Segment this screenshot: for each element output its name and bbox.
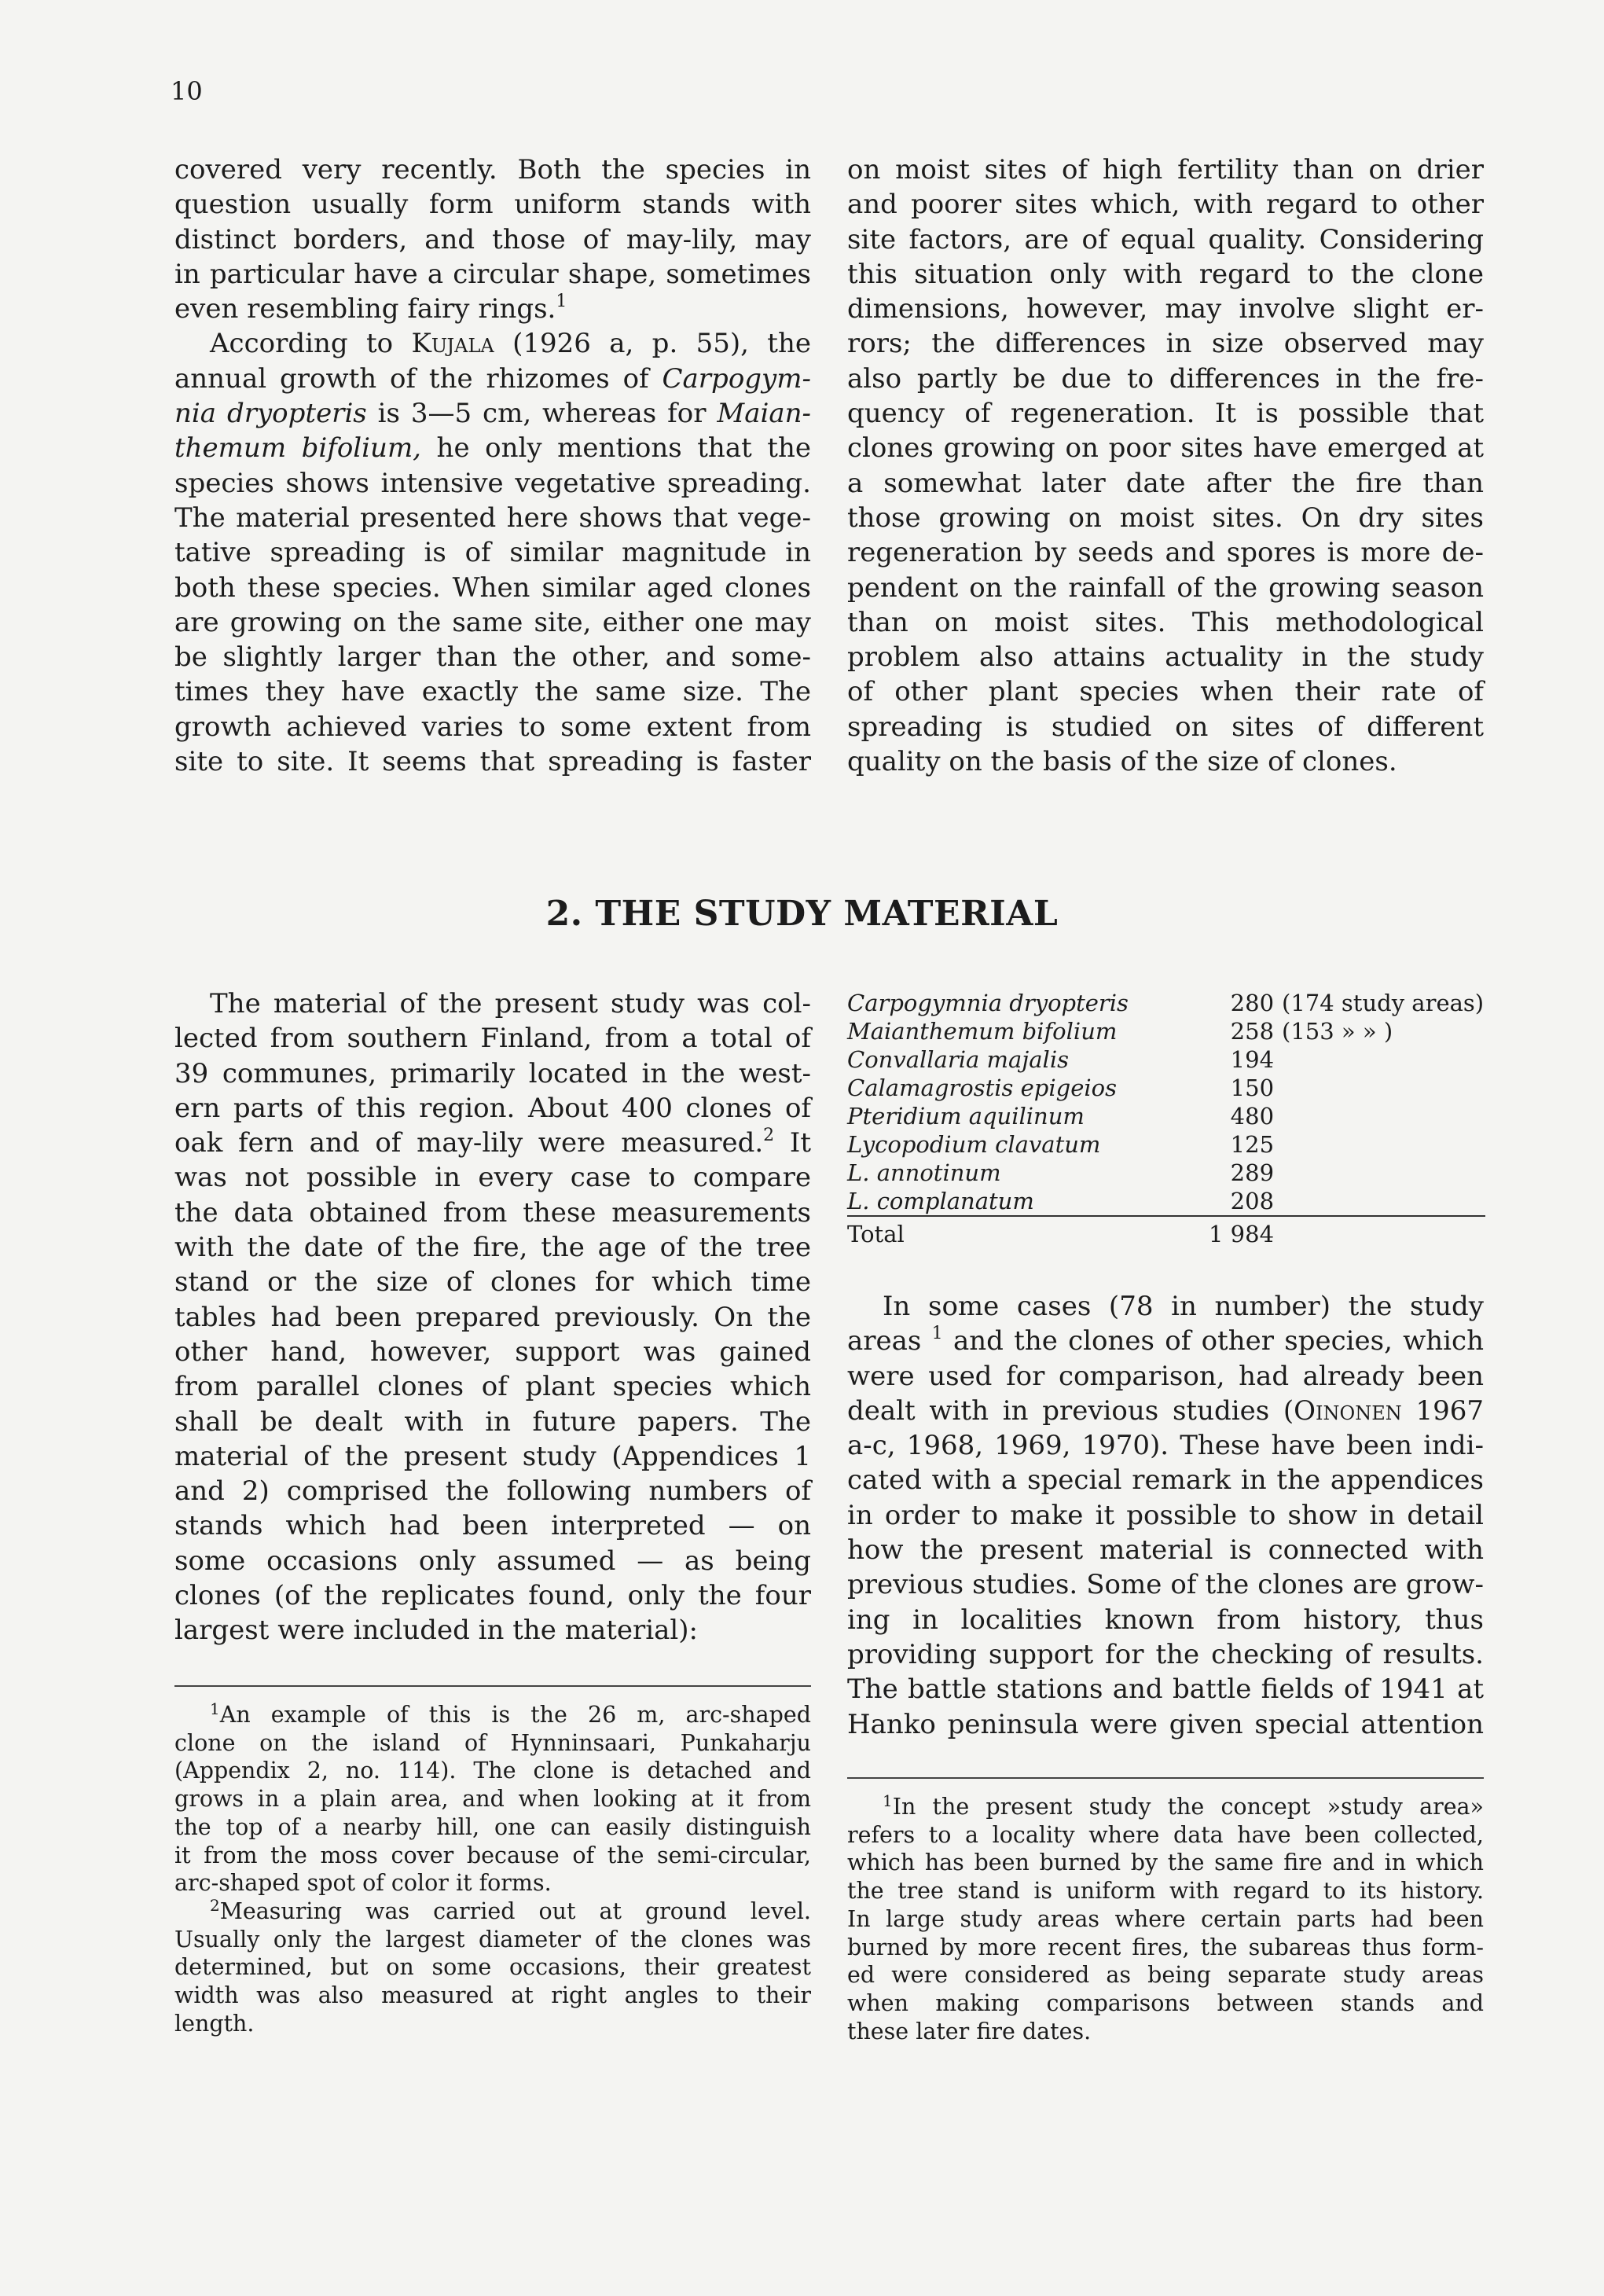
species-table: [847, 989, 1485, 1248]
text-line: when making comparisons between stands and: [847, 1989, 1484, 2016]
species-name-cell: Calamagrostis epigeios: [847, 1075, 1117, 1101]
table-row: [847, 1159, 1485, 1187]
footnote-marker: 2: [763, 1126, 775, 1146]
text-line: In large study areas where certain parts had been: [847, 1905, 1484, 1932]
text-line: this situation only with regard to the clone: [847, 258, 1484, 290]
paragraph-study-material: [174, 986, 811, 1648]
left-column-bottom: [174, 986, 811, 1648]
text-line: spreading is studied on sites of different: [847, 711, 1484, 743]
empty-cell: [1282, 1216, 1485, 1248]
species-name-cell: Carpogymnia dryopteris: [847, 990, 1129, 1016]
text-line: grows in a plain area, and when looking at it from: [174, 1786, 811, 1813]
text-line: Usually only the largest diameter of the clones was: [174, 1926, 811, 1953]
text-line: site factors, are of equal quality. Considering: [847, 223, 1484, 255]
table-row: [847, 1045, 1485, 1074]
species-name-cell: Pteridium aquilinum: [847, 1103, 1085, 1130]
footnote-marker: 1: [883, 1791, 893, 1810]
count-cell: 194: [1230, 1046, 1275, 1073]
footnote-marker: 1: [210, 1699, 220, 1718]
text-line: quency of regeneration. It is possible that: [847, 398, 1484, 430]
text-line: In some cases (78 in number) the study: [883, 1291, 1484, 1322]
species-name: Maian-: [717, 398, 811, 430]
species-name-cell: Lycopodium clavatum: [847, 1131, 1101, 1158]
table-row: [847, 1017, 1485, 1045]
text-line: both these species. When similar aged clones: [174, 571, 811, 604]
note-cell: [1282, 1045, 1485, 1074]
note-cell: (153 » » ): [1282, 1018, 1393, 1045]
text-line: providing support for the checking of results.: [847, 1638, 1484, 1670]
text-line: the top of a nearby hill, one can easily distinguish: [174, 1813, 811, 1840]
text-line: how the present material is connected with: [847, 1534, 1484, 1567]
species-name: nia dryopteris: [174, 398, 367, 430]
text-line: are growing on the same site, either one may: [174, 606, 811, 638]
text-line: of other plant species when their rate of: [847, 676, 1484, 708]
text-line: quality on the basis of the size of clones.: [847, 746, 1397, 778]
count-cell: 125: [1230, 1131, 1275, 1158]
text-line: in particular have a circular shape, sometimes: [174, 258, 811, 290]
right-column-bottom: [847, 1289, 1484, 1742]
text-line: question usually form uniform stands with: [174, 189, 811, 221]
section-heading: 2. THE STUDY MATERIAL: [545, 894, 1059, 934]
footnote-marker: 1: [931, 1324, 943, 1344]
footnotes-left: [174, 1685, 811, 2037]
paragraph-moist-sites: [847, 152, 1484, 779]
species-name: themum bifolium,: [174, 432, 421, 465]
table-row: [847, 1187, 1485, 1216]
table-row: [847, 989, 1485, 1017]
text-line: largest were included in the material):: [174, 1615, 699, 1647]
text-line: $^1$An example of this is the 26 m, arc-shaped: [210, 1699, 811, 1728]
text-line: refers to a locality where data have been collected,: [847, 1821, 1484, 1848]
table-total-row: [847, 1216, 1485, 1248]
text-line: also partly be due to differences in the fre-: [847, 362, 1484, 395]
paragraph-fairy-rings: [174, 152, 811, 326]
text-line: from parallel clones of plant species which: [174, 1371, 811, 1403]
text-line: species shows intensive vegetative spreading.: [174, 467, 811, 499]
text-line: on moist sites of high fertility than on drier: [847, 154, 1484, 186]
text-line: The material of the present study was col-: [210, 988, 811, 1019]
text-line: length.: [174, 2010, 255, 2037]
text-line: be slightly larger than the other, and some-: [174, 641, 811, 674]
table-row: [847, 1102, 1485, 1130]
table-row: [847, 1074, 1485, 1102]
species-name-cell: L. complanatum: [847, 1188, 1034, 1214]
text-line: other hand, however, support was gained: [174, 1335, 811, 1368]
text-line: than on moist sites. This methodological: [847, 606, 1484, 638]
right-column-top: [847, 152, 1484, 779]
footnotes-right: [847, 1777, 1484, 2045]
text-line: clones growing on poor sites have emerged at: [847, 432, 1484, 465]
text-line: clones (of the replicates found, only the four: [174, 1580, 811, 1612]
author-name: Oinonen: [1294, 1394, 1402, 1427]
text-line: dealt with in previous studies (Oinonen 1967: [847, 1394, 1484, 1427]
text-line: and 2) comprised the following numbers of: [174, 1475, 811, 1508]
text-line: tative spreading is of similar magnitude in: [174, 537, 811, 569]
species-name-cell: L. annotinum: [847, 1159, 1001, 1186]
text-line: ed were considered as being separate study areas: [847, 1962, 1484, 1989]
text-line: were used for comparison, had already been: [847, 1360, 1484, 1392]
text-line: 39 communes, primarily located in the west-: [174, 1057, 811, 1089]
text-line: According to Kujala (1926 a, p. 55), the: [210, 328, 811, 360]
text-line: The material presented here shows that vege-: [174, 501, 811, 534]
text-line: those growing on moist sites. On dry sites: [847, 501, 1484, 534]
note-cell: [1282, 1187, 1485, 1216]
text-line: growth achieved varies to some extent from: [174, 711, 811, 743]
text-line: rors; the differences in size observed may: [847, 328, 1484, 360]
text-line: (Appendix 2, no. 114). The clone is detached and: [174, 1758, 811, 1784]
footnote-marker: 1: [556, 292, 567, 312]
text-line: the data obtained from these measurements: [174, 1196, 811, 1229]
text-line: Hanko peninsula were given special attention: [847, 1708, 1484, 1740]
text-line: oak fern and of may-lily were measured.$^2$ It: [174, 1126, 812, 1159]
footnote-1: [174, 1701, 811, 1897]
text-line: distinct borders, and those of may-lily, may: [174, 223, 811, 255]
text-line: problem also attains actuality in the study: [847, 641, 1484, 674]
text-line: the tree stand is uniform with regard to its history.: [847, 1878, 1484, 1905]
text-line: ing in localities known from history, thus: [847, 1604, 1484, 1636]
text-line: times they have exactly the same size. The: [174, 676, 811, 708]
text-line: annual growth of the rhizomes of Carpogym-: [174, 362, 811, 395]
count-cell: 289: [1230, 1159, 1275, 1186]
text-line: lected from southern Finland, from a total of: [174, 1023, 811, 1055]
text-line: determined, but on some occasions, their greatest: [174, 1954, 811, 1981]
text-line: a-c, 1968, 1969, 1970). These have been indi-: [847, 1430, 1484, 1462]
text-line: even resembling fairy rings.$^1$: [174, 292, 567, 325]
text-line: with the date of the fire, the age of the tree: [174, 1232, 811, 1264]
text-line: themum bifolium, he only mentions that the: [174, 432, 811, 465]
species-name-cell: Maianthemum bifolium: [847, 1018, 1118, 1045]
text-line: ern parts of this region. About 400 clones of: [174, 1092, 811, 1124]
text-line: stands which had been interpreted — on: [174, 1510, 811, 1542]
count-cell: 280: [1230, 990, 1275, 1016]
text-line: arc-shaped spot of color it forms.: [174, 1870, 552, 1897]
text-line: regeneration by seeds and spores is more de-: [847, 537, 1484, 569]
text-line: and poorer sites which, with regard to other: [847, 189, 1484, 221]
text-line: burned by more recent fires, the subareas thus form-: [847, 1934, 1484, 1960]
text-line: The battle stations and battle fields of 1941 at: [847, 1673, 1484, 1706]
text-line: pendent on the rainfall of the growing season: [847, 571, 1484, 604]
text-line: which has been burned by the same fire and in which: [847, 1850, 1484, 1876]
total-value: 1 984: [1209, 1216, 1282, 1248]
text-line: a somewhat later date after the fire than: [847, 467, 1484, 499]
count-cell: 480: [1230, 1103, 1275, 1130]
table-row: [847, 1130, 1485, 1159]
text-line: tables had been prepared previously. On the: [174, 1301, 811, 1333]
text-line: was not possible in every case to compare: [174, 1162, 811, 1194]
text-line: it from the moss cover because of the semi-circular,: [174, 1842, 811, 1868]
text-line: some occasions only assumed — as being: [174, 1545, 811, 1577]
note-cell: (174 study areas): [1282, 990, 1485, 1016]
note-cell: [1282, 1074, 1485, 1102]
text-line: nia dryopteris is 3—5 cm, whereas for Maian-: [174, 398, 811, 430]
left-column-top: [174, 152, 811, 779]
text-line: shall be dealt with in future papers. The: [174, 1405, 811, 1438]
count-cell: 258: [1230, 1018, 1275, 1045]
text-line: site to site. It seems that spreading is faster: [174, 746, 811, 778]
count-cell: 208: [1230, 1188, 1275, 1214]
text-line: previous studies. Some of the clones are grow-: [847, 1569, 1484, 1601]
paragraph-kujala: [174, 326, 811, 779]
text-line: material of the present study (Appendices 1: [174, 1440, 811, 1472]
species-name: Carpogym-: [662, 362, 811, 395]
text-line: dimensions, however, may involve slight er-: [847, 293, 1484, 325]
paragraph-previous-studies: [847, 1289, 1484, 1742]
text-line: stand or the size of clones for which time: [174, 1266, 811, 1299]
text-line: $^2$Measuring was carried out at ground level.: [210, 1895, 811, 1924]
total-label: Total: [847, 1216, 1209, 1248]
note-cell: [1282, 1159, 1485, 1187]
page-number: 10: [171, 76, 203, 106]
text-line: areas $^1$ and the clones of other species, which: [847, 1324, 1484, 1357]
text-line: covered very recently. Both the species in: [174, 154, 811, 186]
text-line: these later fire dates.: [847, 2018, 1092, 2044]
text-line: $^1$In the present study the concept »study area»: [883, 1791, 1484, 1820]
footnote-2: [174, 1897, 811, 2038]
text-line: clone on the island of Hynninsaari, Punkaharju: [174, 1729, 811, 1756]
text-line: cated with a special remark in the appendices: [847, 1464, 1484, 1497]
text-line: width was also measured at right angles to their: [174, 1982, 811, 2009]
footnote-study-area: [847, 1793, 1484, 2045]
note-cell: [1282, 1102, 1485, 1130]
text-line: in order to make it possible to show in detail: [847, 1499, 1484, 1531]
species-name-cell: Convallaria majalis: [847, 1046, 1069, 1073]
note-cell: [1282, 1130, 1485, 1159]
count-cell: 150: [1230, 1075, 1275, 1101]
author-name: Kujala: [411, 328, 494, 360]
footnote-marker: 2: [210, 1895, 220, 1915]
